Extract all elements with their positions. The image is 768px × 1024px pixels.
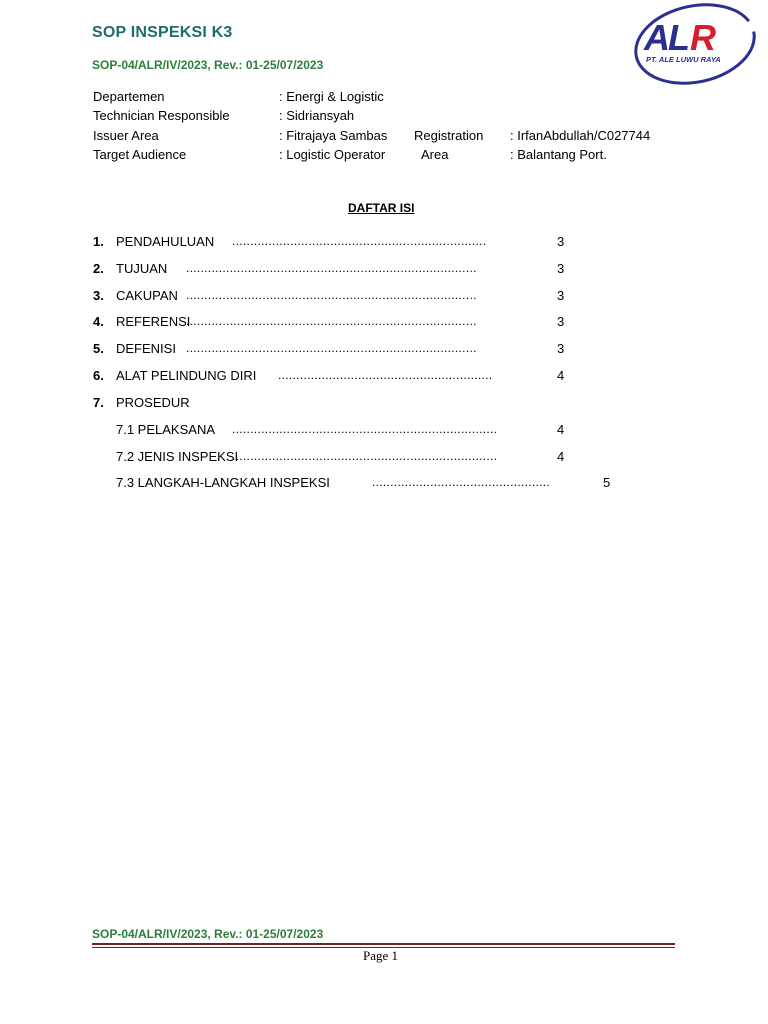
toc-label: ALAT PELINDUNG DIRI — [116, 368, 257, 383]
toc-page: 3 — [557, 261, 565, 276]
logo-letters-a: A — [644, 17, 670, 58]
toc-label: TUJUAN — [116, 261, 168, 276]
toc-page: 3 — [557, 234, 565, 249]
toc-page: 4 — [557, 368, 565, 383]
label-area: Area — [421, 147, 449, 162]
value-issuer-area: : Fitrajaya Sambas — [279, 128, 388, 143]
toc-label: PROSEDUR — [116, 395, 190, 410]
toc-leader: ...................................................................... — [232, 234, 487, 248]
toc-page: 4 — [557, 422, 565, 437]
toc-label: PENDAHULUAN — [116, 234, 215, 249]
label-registration: Registration — [414, 128, 484, 143]
value-registration: : IrfanAbdullah/C027744 — [510, 128, 651, 143]
toc-title: DAFTAR ISI — [348, 201, 415, 215]
toc-leader: ................................................................................ — [186, 314, 477, 328]
toc-label: CAKUPAN — [116, 288, 178, 303]
logo-letters-r: R — [690, 17, 716, 58]
toc-page: 5 — [603, 475, 611, 490]
toc-label: 7.1 PELAKSANA — [116, 422, 215, 437]
toc-page: 3 — [557, 314, 565, 329]
document-code: SOP-04/ALR/IV/2023, Rev.: 01-25/07/2023 — [92, 58, 324, 72]
label-issuer-area: Issuer Area — [93, 128, 159, 143]
label-departemen: Departemen — [93, 89, 165, 104]
value-technician: : Sidriansyah — [279, 108, 355, 123]
logo-letters-l: L — [668, 17, 690, 58]
company-logo — [632, 2, 758, 88]
toc-leader: ................................................................................ — [186, 261, 477, 275]
footer-code: SOP-04/ALR/IV/2023, Rev.: 01-25/07/2023 — [92, 927, 324, 941]
label-target-audience: Target Audience — [93, 147, 187, 162]
toc-leader: ........................................................... — [278, 368, 493, 382]
toc-number: 4. — [93, 314, 104, 329]
toc-leader: ................................................................................ — [186, 341, 477, 355]
toc-number: 6. — [93, 368, 104, 383]
toc-label: REFERENSI — [116, 314, 191, 329]
toc-label: 7.3 LANGKAH-LANGKAH INSPEKSI — [116, 475, 330, 490]
toc-leader: ......................................................................... — [232, 422, 498, 436]
toc-label: 7.2 JENIS INSPEKSI — [116, 449, 239, 464]
value-target-audience: : Logistic Operator — [279, 147, 386, 162]
toc-page: 3 — [557, 341, 565, 356]
toc-page: 4 — [557, 449, 565, 464]
value-departemen: : Energi & Logistic — [279, 89, 384, 104]
footer-divider — [92, 943, 675, 945]
toc-number: 2. — [93, 261, 104, 276]
value-area: : Balantang Port. — [510, 147, 607, 162]
toc-label: DEFENISI — [116, 341, 176, 356]
toc-number: 7. — [93, 395, 104, 410]
toc-number: 1. — [93, 234, 104, 249]
logo-company-name: PT. ALE LUWU RAYA — [646, 55, 721, 64]
document-title: SOP INSPEKSI K3 — [92, 24, 233, 41]
toc-leader: ................................................. — [372, 475, 551, 489]
page-number: Page 1 — [363, 948, 399, 963]
toc-leader: ................................................................................ — [186, 288, 477, 302]
label-technician: Technician Responsible — [93, 108, 230, 123]
toc-leader: ......................................................................... — [232, 449, 498, 463]
toc-number: 3. — [93, 288, 104, 303]
toc-number: 5. — [93, 341, 104, 356]
toc-page: 3 — [557, 288, 565, 303]
